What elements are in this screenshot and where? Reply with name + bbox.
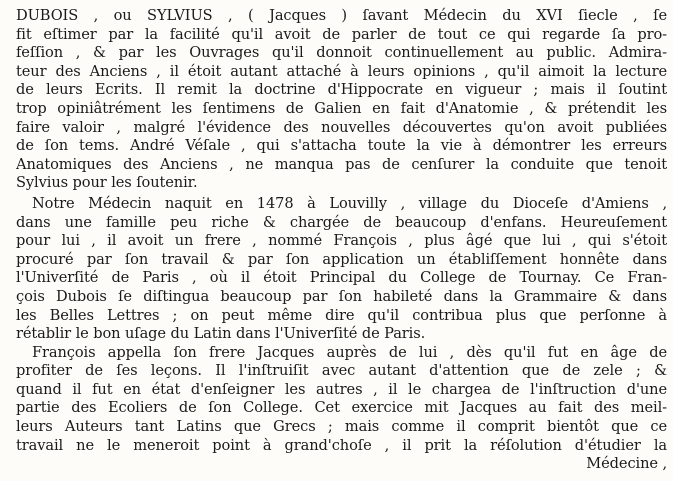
text-line: l'Univerſité de Paris , où il étoit Principal du College de Tournay. Ce Fran-	[16, 269, 667, 287]
text-line: leurs Auteurs tant Latins que Grecs ; mais comme il comprit bientôt que ce	[16, 418, 667, 436]
text-line: Notre Médecin naquit en 1478 à Louvilly , village du Dioceſe d'Amiens ,	[32, 194, 667, 212]
text-line: pour lui , il avoit un frere , nommé François , plus âgé que lui , qui s'étoit	[16, 232, 667, 250]
catchword: Médecine ,	[586, 455, 667, 473]
text-line: partie des Ecoliers de ſon College. Cet exercice mit Jacques au fait des meil-	[16, 399, 667, 417]
text-line: rétablir le bon uſage du Latin dans l'Univerſité de Paris.	[16, 325, 426, 343]
text-line: Sylvius pour les ſoutenir.	[16, 174, 198, 192]
text-line: DUBOIS , ou SYLVIUS , ( Jacques ) ſavant Médecin du XVI ſiecle , ſe	[16, 7, 667, 24]
text-line: travail ne le meneroit point à grand'choſe , il prit la réſolution d'étudier la	[16, 436, 667, 454]
text-line: çois Dubois ſe diſtingua beaucoup par ſon habileté dans la Grammaire & dans	[16, 287, 667, 305]
text-line: fit eſtimer par la facilité qu'il avoit de parler de tout ce qui regarde ſa pro-	[16, 25, 667, 43]
text-line: trop opiniâtrément les ſentimens de Galien en fait d'Anatomie , & prétendit les	[16, 99, 667, 117]
text-line: de leurs Ecrits. Il remit la doctrine d'Hippocrate en vigueur ; mais il ſoutint	[16, 81, 667, 99]
paragraph-2	[16, 195, 667, 344]
text-line: quand il fut en état d'enſeigner les autres , il le chargea de l'inſtruction d'une	[16, 380, 667, 398]
text-line: François appella ſon frere Jacques auprès de lui , dès qu'il fut en âge de	[32, 343, 667, 361]
text-line: de ſon tems. André Véſale , qui s'attacha toute la vie à démontrer les erreurs	[16, 137, 667, 155]
text-line: procuré par ſon travail & par ſon application un établiſſement honnête dans	[16, 250, 667, 268]
text-line: Anatomiques des Anciens , ne manqua pas de cenſurer la conduite que tenoit	[16, 155, 667, 173]
paragraph-3	[16, 344, 667, 456]
text-line: faire valoir , malgré l'évidence des nouvelles découvertes qu'on avoit publiées	[16, 118, 667, 136]
text-line: les Belles Lettres ; on peut même dire qu'il contribua plus que perſonne à	[16, 306, 667, 324]
text-line: dans une famille peu riche & chargée de beaucoup d'enfans. Heureuſement	[16, 213, 667, 231]
text-line: profiter de ſes leçons. Il l'inſtruiſit avec autant d'attention que de zele ; &	[16, 362, 667, 380]
paragraph-1	[16, 7, 667, 193]
text-line: teur des Anciens , il étoit autant attaché à leurs opinions , qu'il aimoit la lecture	[16, 62, 667, 80]
text-line: feſſion , & par les Ouvrages qu'il donnoit continuellement au public. Admira-	[16, 44, 667, 62]
